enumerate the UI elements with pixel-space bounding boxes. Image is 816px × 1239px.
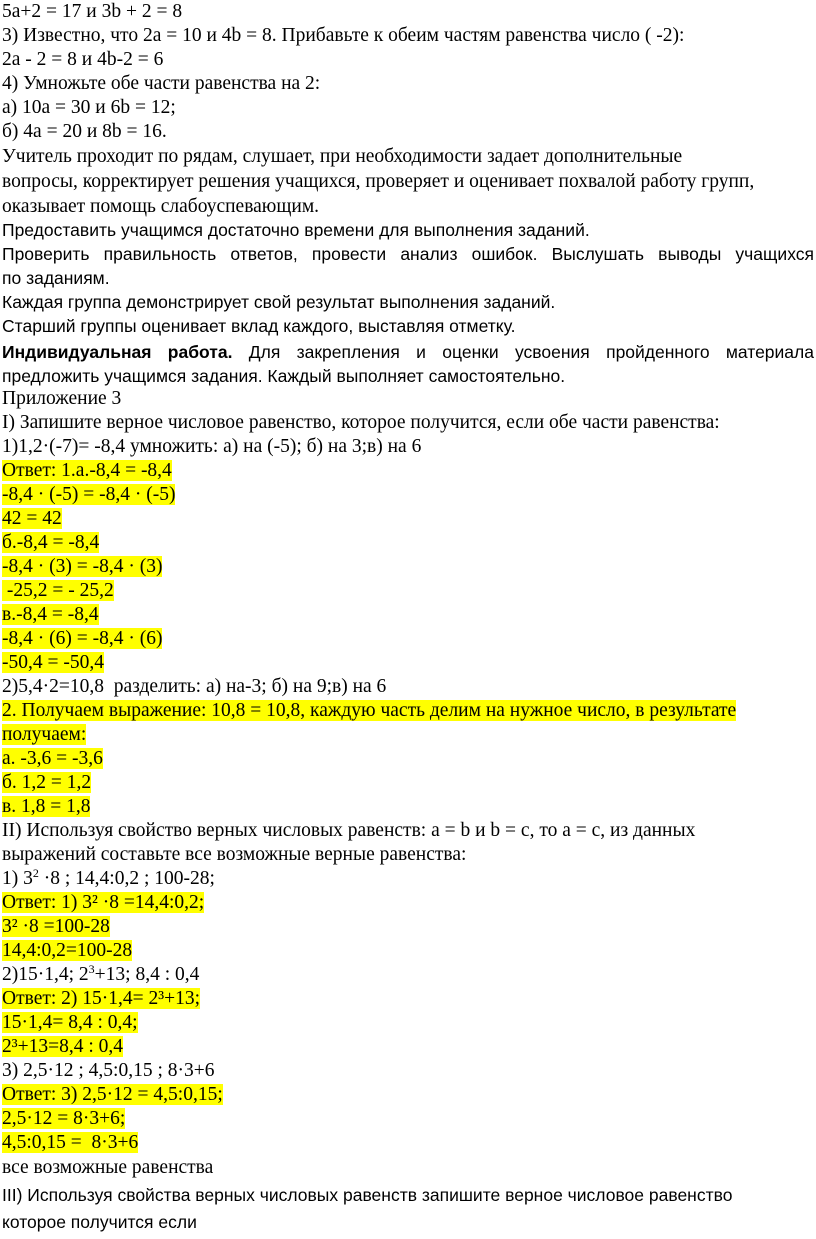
highlighted-line xyxy=(2,1035,123,1059)
highlighted-text: 42 = 42 xyxy=(2,508,62,529)
highlighted-line xyxy=(2,795,90,819)
highlighted-text: 4,5:0,15 = 8·3+6 xyxy=(2,1132,139,1153)
text-line: Каждая группа демонстрирует свой результат выполнения заданий. xyxy=(2,292,556,312)
text-span: ·8 ; 14,4:0,2 ; 100-28; xyxy=(38,868,215,889)
highlighted-line xyxy=(2,483,175,507)
highlighted-text: Ответ: 1.а.-8,4 = -8,4 xyxy=(2,460,172,481)
highlighted-line xyxy=(2,747,103,771)
text-line: 1)1,2·(-7)= -8,4 умножить: а) на (-5); б) на 3;в) на 6 xyxy=(2,436,422,457)
highlighted-text: 15·1,4= 8,4 : 0,4; xyxy=(2,1012,138,1033)
highlighted-text: 2. Получаем выражение: 10,8 = 10,8, каждую часть делим на нужное число, в результате xyxy=(2,700,737,721)
text-line xyxy=(2,340,814,364)
highlighted-text: Ответ: 1) 3² ·8 =14,4:0,2; xyxy=(2,892,205,913)
highlighted-line xyxy=(2,987,200,1011)
text-line: Приложение 3 xyxy=(2,388,122,409)
text-line: Учитель проходит по рядам, слушает, при необходимости задает дополнительные xyxy=(2,146,683,167)
text-span: +13; 8,4 : 0,4 xyxy=(94,964,200,985)
text-line xyxy=(2,867,215,891)
text-line: которое получится если xyxy=(2,1212,197,1232)
highlighted-text: Ответ: 2) 15·1,4= 2³+13; xyxy=(2,988,201,1009)
highlighted-text: 2³+13=8,4 : 0,4 xyxy=(2,1036,124,1057)
highlighted-text: в. 1,8 = 1,8 xyxy=(2,796,91,817)
text-line: Старший группы оценивает вклад каждого, выставляя отметку. xyxy=(2,316,516,336)
superscript: 3 xyxy=(88,962,95,976)
highlighted-line xyxy=(2,651,104,675)
highlighted-line xyxy=(2,1131,138,1155)
highlighted-text: -25,2 = - 25,2 xyxy=(2,580,114,601)
highlighted-text: а. -3,6 = -3,6 xyxy=(2,748,103,769)
text-line: I) Запишите верное числовое равенство, которое получится, если обе части равенства: xyxy=(2,412,720,433)
text-line: а) 10a = 30 и 6b = 12; xyxy=(2,97,176,118)
highlighted-line xyxy=(2,627,162,651)
highlighted-text: б.-8,4 = -8,4 xyxy=(2,532,100,553)
text-line: Проверить правильность ответов, провести анализ ошибок. Выслушать выводы учащихся xyxy=(2,244,814,264)
highlighted-line xyxy=(2,723,86,747)
text-line xyxy=(2,963,199,987)
text-line: 2)5,4·2=10,8 разделить: а) на-3; б) на 9;в) на 6 xyxy=(2,676,387,697)
text-line: все возможные равенства xyxy=(2,1157,214,1178)
highlighted-line xyxy=(2,507,62,531)
highlighted-line xyxy=(2,771,91,795)
highlighted-line xyxy=(2,459,172,483)
text-line: 2a - 2 = 8 и 4b-2 = 6 xyxy=(2,49,164,70)
text-line: 5a+2 = 17 и 3b + 2 = 8 xyxy=(2,1,183,22)
highlighted-line xyxy=(2,531,99,555)
highlighted-line xyxy=(2,699,736,723)
highlighted-text: -8,4 · (3) = -8,4 · (3) xyxy=(2,556,163,577)
text-line: оказывает помощь слабоуспевающим. xyxy=(2,196,320,217)
text-line: Предоставить учащимся достаточно времени для выполнения заданий. xyxy=(2,220,590,240)
highlighted-text: Ответ: 3) 2,5·12 = 4,5:0,15; xyxy=(2,1084,223,1105)
highlighted-text: -8,4 · (6) = -8,4 · (6) xyxy=(2,628,163,649)
highlighted-line xyxy=(2,579,114,603)
text-line: 4) Умножьте обе части равенства на 2: xyxy=(2,73,321,94)
highlighted-text: -8,4 · (-5) = -8,4 · (-5) xyxy=(2,484,176,505)
highlighted-text: 3² ·8 =100-28 xyxy=(2,916,110,937)
highlighted-line xyxy=(2,891,204,915)
highlighted-text: -50,4 = -50,4 xyxy=(2,652,104,673)
text-span: Для закрепления и оценки усвоения пройденного материала xyxy=(232,342,814,362)
highlighted-line xyxy=(2,1107,125,1131)
highlighted-text: 14,4:0,2=100-28 xyxy=(2,940,133,961)
text-line: II) Используя свойство верных числовых равенств: a = b и b = c, то a = c, из данных xyxy=(2,820,696,841)
text-line: 3) 2,5·12 ; 4,5:0,15 ; 8·3+6 xyxy=(2,1060,215,1081)
text-line: б) 4a = 20 и 8b = 16. xyxy=(2,121,167,142)
text-line: III) Используя свойства верных числовых равенств запишите верное числовое равенство xyxy=(2,1185,733,1205)
bold-heading: Индивидуальная работа. xyxy=(2,342,233,362)
highlighted-text: получаем: xyxy=(2,724,87,745)
text-span: 2)15·1,4; 2 xyxy=(2,964,89,985)
highlighted-line xyxy=(2,1011,138,1035)
highlighted-text: 2,5·12 = 8·3+6; xyxy=(2,1108,126,1129)
highlighted-line xyxy=(2,555,162,579)
text-line: выражений составьте все возможные верные равенства: xyxy=(2,844,467,865)
text-line: вопросы, корректирует решения учащихся, проверяет и оценивает похвалой работу групп, xyxy=(2,171,755,192)
highlighted-text: в.-8,4 = -8,4 xyxy=(2,604,99,625)
highlighted-line xyxy=(2,603,99,627)
highlighted-line xyxy=(2,939,132,963)
highlighted-line xyxy=(2,915,110,939)
text-span: 1) 3 xyxy=(2,868,33,889)
text-line: предложить учащимся задания. Каждый выполняет самостоятельно. xyxy=(2,366,566,386)
highlighted-text: б. 1,2 = 1,2 xyxy=(2,772,92,793)
superscript: 2 xyxy=(32,866,39,880)
highlighted-line xyxy=(2,1083,223,1107)
text-line: 3) Известно, что 2a = 10 и 4b = 8. Прибавьте к обеим частям равенства число ( -2): xyxy=(2,25,685,46)
text-line: по заданиям. xyxy=(2,268,110,288)
